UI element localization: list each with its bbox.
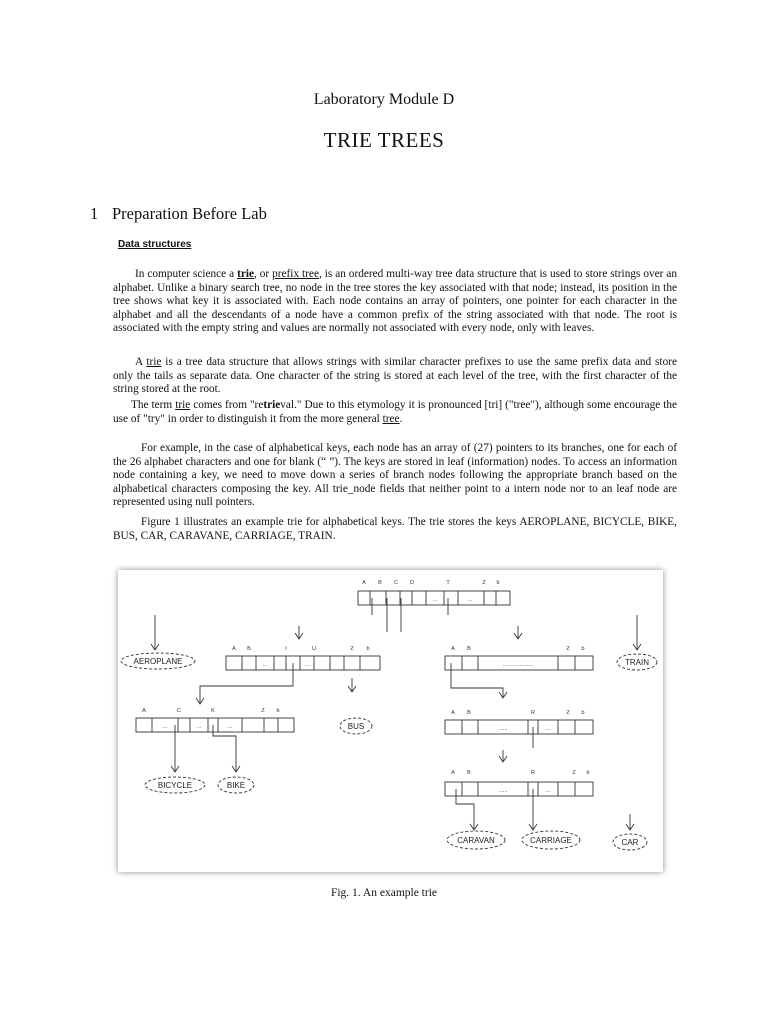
text: A [135, 356, 147, 368]
text: . [399, 412, 403, 425]
cell-ellipsis: ...... [498, 726, 508, 732]
letter: Z [572, 770, 576, 776]
text: , is an ordered multi-way tree data structure that is used to store strings over an alphabet. Unlike a binary search tree, no node in the tree stores the key associated with that node; instead, its position in the tree shows what key it is associated with. Each node contains an array of pointers, one pointer for each character in the alphabet and all the descendants of a node have a common prefix of the string associated with that node. The root is associated with the empty string and values are normally not associated with every node, only with leaves. [113, 268, 677, 335]
letter: B [467, 646, 471, 652]
paragraph-etymology [113, 399, 677, 426]
node-car [445, 782, 593, 796]
cell-ellipsis: ...... [498, 788, 508, 794]
trie-diagram [118, 570, 663, 872]
term-trie-link: trie [175, 399, 191, 411]
leaf-label: CARAVAN [457, 836, 495, 845]
letter: b [586, 770, 590, 776]
letter: B [247, 646, 251, 652]
cell-ellipsis: ... [304, 662, 310, 668]
leaf-label: BIKE [226, 781, 246, 790]
cell-ellipsis: .................... [502, 662, 534, 668]
section-number: 1 [90, 204, 99, 223]
section-title: Preparation Before Lab [112, 204, 267, 223]
letter: A [451, 770, 455, 776]
term-prefix-tree: prefix tree [272, 268, 319, 280]
term-tree-link: tree [382, 412, 400, 425]
paragraph-example: For example, in the case of alphabetical keys, each node has an array of (27) pointers to its branches, one for each of the 26 alphabet characters and one for blank (“ ”). The keys are stored in leaf (information) nodes. To access an information node containing a key, we need to move down a series of branch nodes following the appropriate branch based on the alphabetical characters composing the key. All trie_node fields that neither point to a intern node nor to an leaf node are represented using null pointers. [113, 442, 677, 509]
paragraph-figure-reference: Figure 1 illustrates an example trie for alphabetical keys. The trie stores the keys AEROPLANE, BICYCLE, BIKE, BUS, CAR, CARAVANE, CARRIAGE, TRAIN. [113, 516, 677, 542]
letter: U [312, 646, 316, 652]
text: , or [254, 268, 273, 280]
letter: A [451, 710, 455, 716]
letter: B [378, 580, 382, 586]
text: comes from "re [190, 399, 264, 411]
cell-ellipsis: ... [162, 724, 168, 730]
cell-ellipsis: ... [545, 726, 551, 732]
node-ca [445, 720, 593, 734]
letter: A [451, 646, 455, 652]
subheading: Data structures [118, 239, 192, 250]
letter: K [211, 708, 215, 714]
letter: D [410, 580, 414, 586]
module-title: Laboratory Module D [313, 91, 455, 108]
leaf-label: BICYCLE [157, 781, 193, 790]
letter: T [446, 580, 450, 586]
cell-ellipsis: ... [227, 724, 233, 730]
page-title: TRIE TREES [323, 128, 445, 152]
cell-ellipsis: ... [432, 597, 438, 603]
cell-ellipsis: ... [467, 597, 473, 603]
letter: b [496, 580, 500, 586]
letter: Z [566, 646, 570, 652]
paragraph-intro [113, 268, 677, 336]
text: is a tree data structure that allows strings with similar character prefixes to use the same prefix data and store only the tails as separate data. One character of the string is stored at each level of the tree, with the first character of the string stored at the root. [113, 356, 677, 396]
cell-ellipsis: ... [196, 724, 202, 730]
letter: b [581, 646, 585, 652]
letter: C [177, 708, 181, 714]
leaf-label: AEROPLANE [133, 657, 183, 666]
cell-ellipsis: ... [262, 662, 268, 668]
letter: b [366, 646, 370, 652]
term-trie-link: trie [146, 356, 162, 368]
leaf-label: CARRIAGE [530, 836, 572, 845]
text: The term [131, 399, 176, 411]
letter: B [467, 710, 471, 716]
term-trie: trie [237, 268, 255, 280]
letter: Z [566, 710, 570, 716]
figure-caption: Fig. 1. An example trie [330, 887, 438, 899]
letter: b [581, 710, 585, 716]
letter: A [142, 708, 146, 714]
section-heading [90, 204, 267, 224]
leaf-label: CAR [621, 838, 639, 847]
paragraph-trie-definition [113, 356, 677, 397]
letter: R [531, 770, 535, 776]
leaf-label: BUS [347, 722, 365, 731]
bold-trie: trie [263, 399, 281, 411]
node-b [226, 656, 380, 670]
letter: b [276, 708, 280, 714]
letter: Z [261, 708, 265, 714]
letter: I [285, 646, 287, 652]
letter: A [362, 580, 366, 586]
node-bi [136, 718, 294, 732]
text: In computer science a [135, 268, 238, 280]
trie-figure [118, 570, 663, 872]
text: val." Due to this etymology it is pronounced [tri] ("tree"), although some encourage the use of "try" in order to distinguish it from the more general [113, 399, 677, 425]
letter: A [232, 646, 236, 652]
letter: R [531, 710, 535, 716]
letter: C [394, 580, 398, 586]
letter: Z [350, 646, 354, 652]
leaf-label: TRAIN [625, 658, 649, 667]
cell-ellipsis: ... [545, 788, 551, 794]
letter: B [467, 770, 471, 776]
letter: Z [482, 580, 486, 586]
